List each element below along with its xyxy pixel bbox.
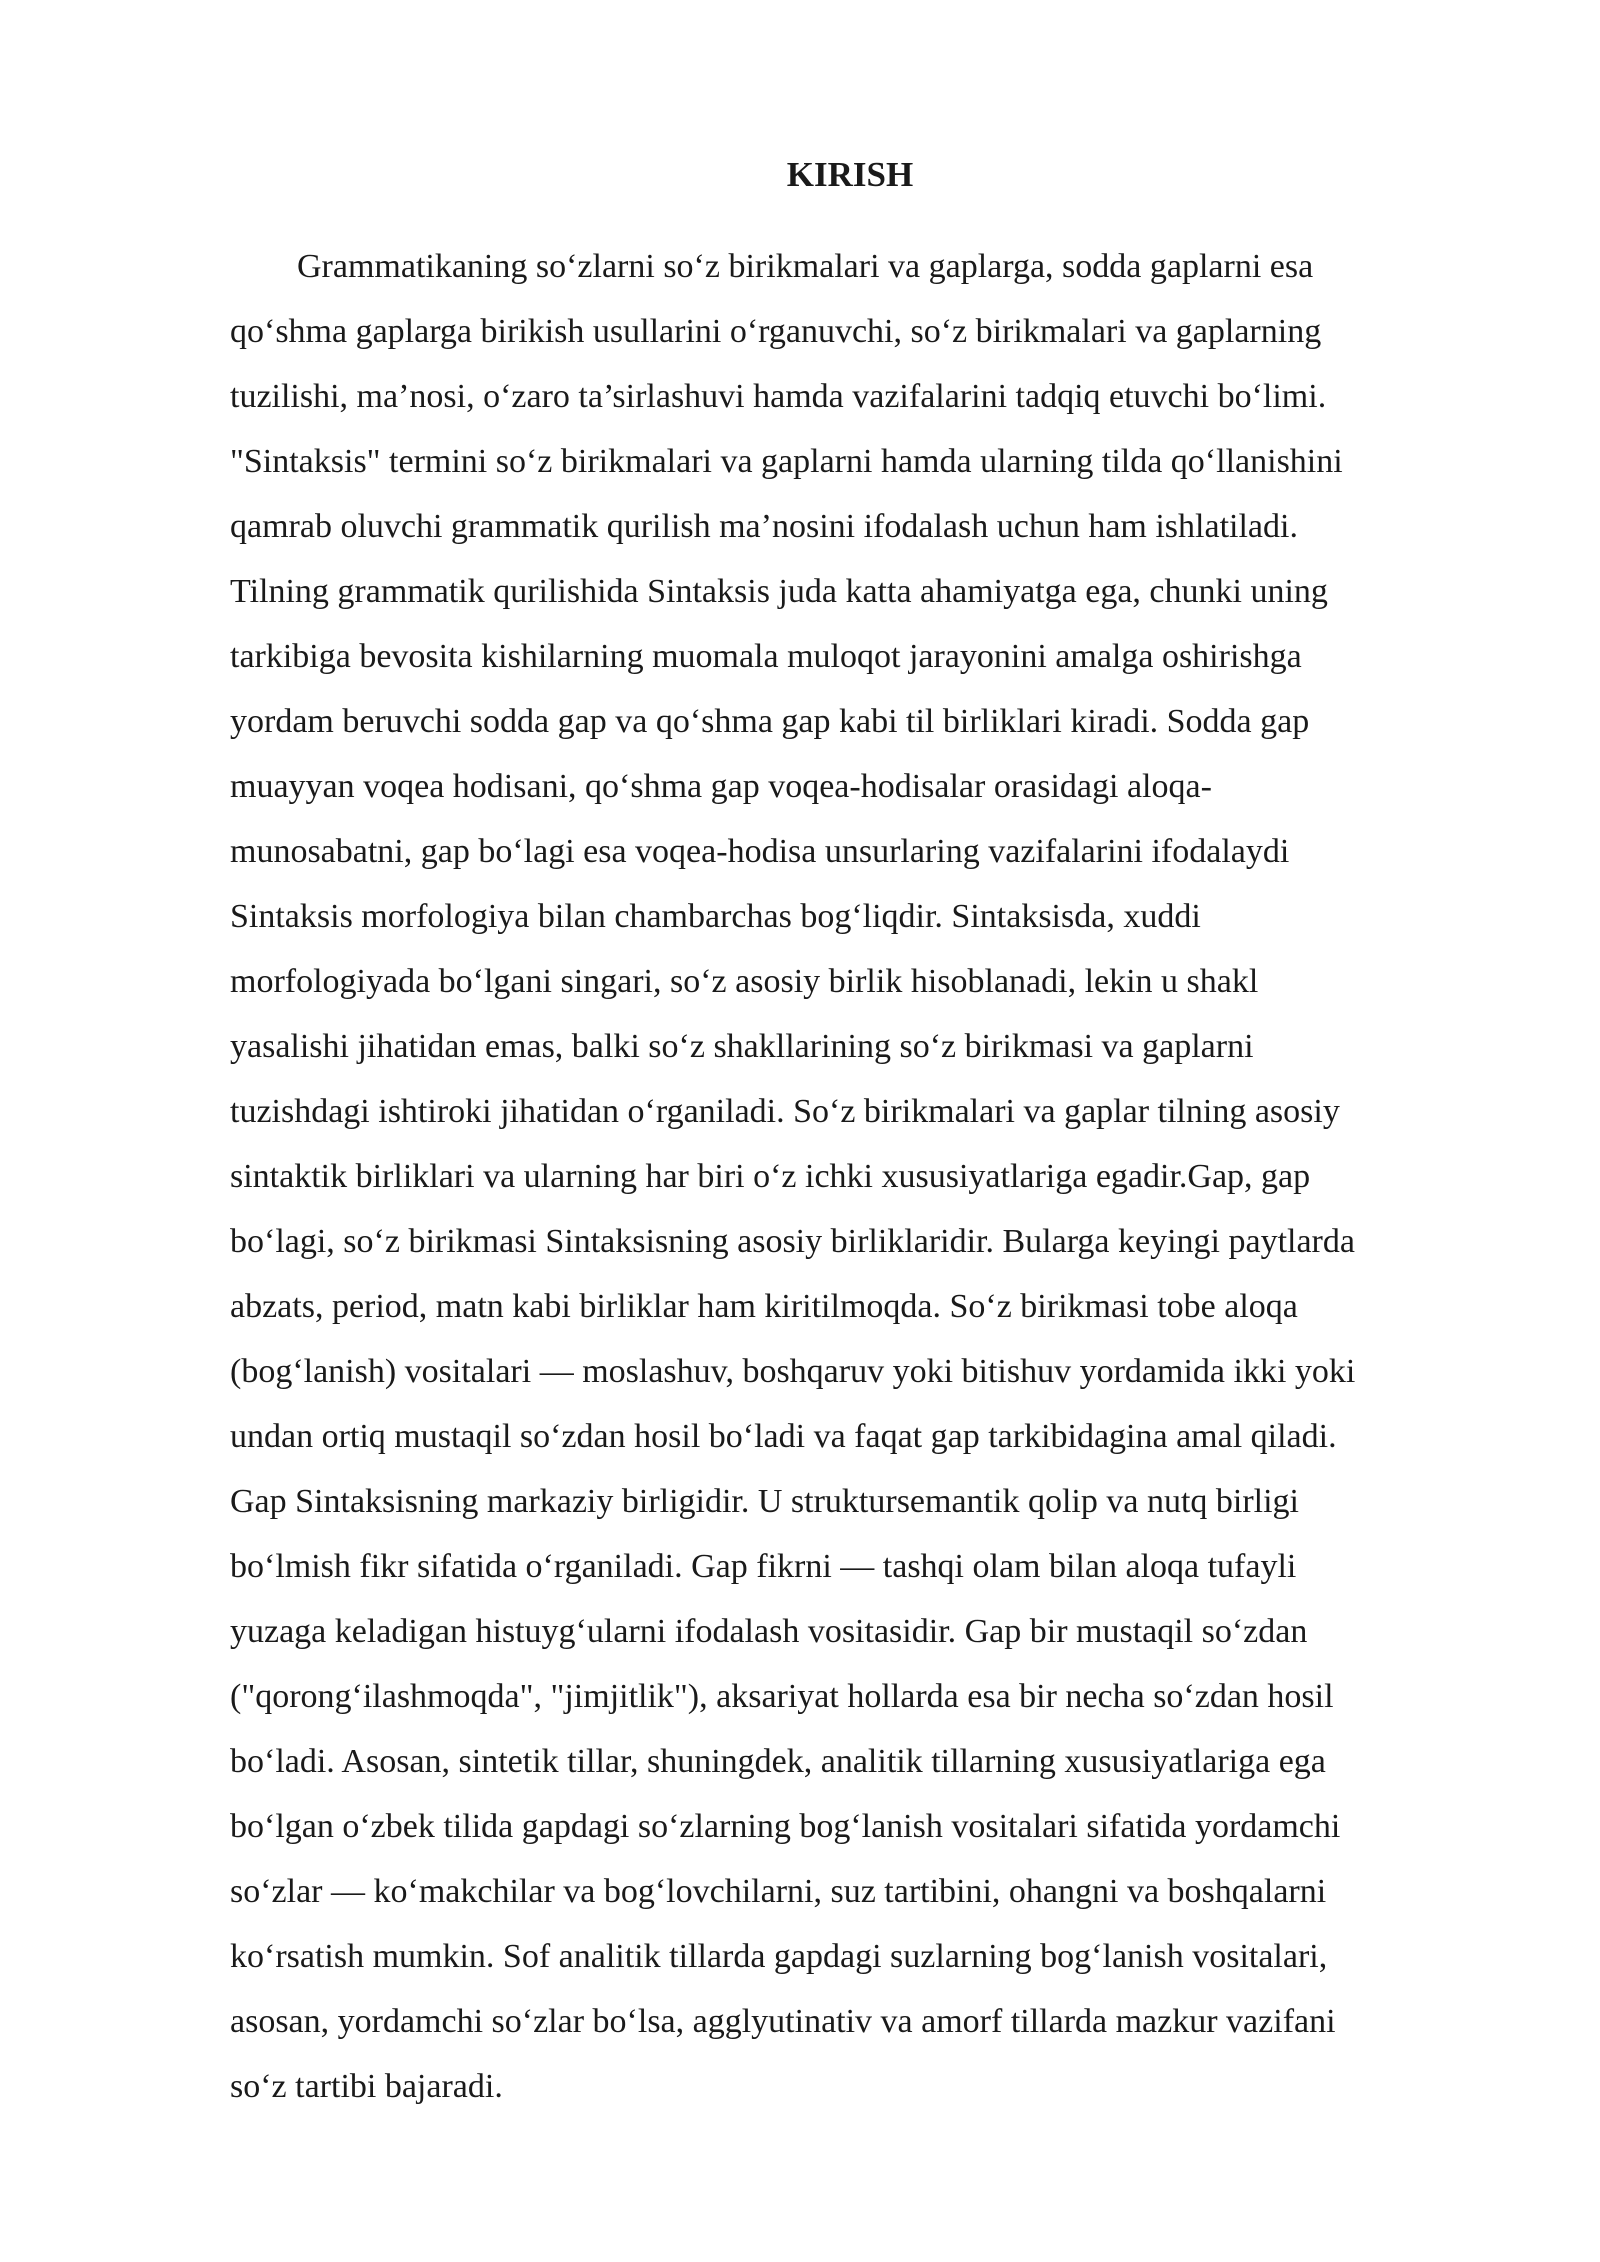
text-line: so‘zlar — ko‘makchilar va bog‘lovchilarni, suz tartibini, ohangni va boshqalarni	[230, 1873, 1327, 1910]
text-line: undan ortiq mustaqil so‘zdan hosil bo‘ladi va faqat gap tarkibidagina amal qiladi.	[230, 1418, 1337, 1455]
text-line: morfologiyada bo‘lgani singari, so‘z asosiy birlik hisoblanadi, lekin u shakl	[230, 963, 1259, 1000]
body-paragraph	[230, 234, 1490, 2119]
text-line: bo‘lmish fikr sifatida o‘rganiladi. Gap fikrni — tashqi olam bilan aloqa tufayli	[230, 1548, 1297, 1585]
text-line: so‘z tartibi bajaradi.	[230, 2068, 503, 2105]
text-line: Tilning grammatik qurilishida Sintaksis juda katta ahamiyatga ega, chunki uning	[230, 573, 1328, 610]
text-line: asosan, yordamchi so‘zlar bo‘lsa, agglyutinativ va amorf tillarda mazkur vazifani	[230, 2003, 1336, 2040]
text-line: ko‘rsatish mumkin. Sof analitik tillarda gapdagi suzlarning bog‘lanish vositalari,	[230, 1938, 1328, 1975]
text-line: abzats, period, matn kabi birliklar ham kiritilmoqda. So‘z birikmasi tobe aloqa	[230, 1288, 1298, 1325]
page-title: KIRISH	[786, 155, 914, 194]
text-line: qo‘shma gaplarga birikish usullarini o‘rganuvchi, so‘z birikmalari va gaplarning	[230, 313, 1322, 350]
text-line: yuzaga keladigan histuyg‘ularni ifodalash vositasidir. Gap bir mustaqil so‘zdan	[230, 1613, 1308, 1650]
text-line: Grammatikaning so‘zlarni so‘z birikmalari va gaplarga, sodda gaplarni esa	[297, 248, 1314, 285]
text-line: yasalishi jihatidan emas, balki so‘z shakllarining so‘z birikmasi va gaplarni	[230, 1028, 1254, 1065]
text-line: munosabatni, gap bo‘lagi esa voqea-hodisa unsurlaring vazifalarini ifodalaydi	[230, 833, 1290, 870]
text-line: Gap Sintaksisning markaziy birligidir. U struktursemantik qolip va nutq birligi	[230, 1483, 1299, 1520]
text-line: (bog‘lanish) vositalari — moslashuv, boshqaruv yoki bitishuv yordamida ikki yoki	[230, 1353, 1356, 1390]
text-line: ("qorong‘ilashmoqda", "jimjitlik"), aksariyat hollarda esa bir necha so‘zdan hosil	[230, 1678, 1334, 1715]
text-line: bo‘lgan o‘zbek tilida gapdagi so‘zlarning bog‘lanish vositalari sifatida yordamchi	[230, 1808, 1341, 1845]
text-line: "Sintaksis" termini so‘z birikmalari va gaplarni hamda ularning tilda qo‘llanishini	[230, 443, 1343, 480]
text-line: tuzishdagi ishtiroki jihatidan o‘rganiladi. So‘z birikmalari va gaplar tilning asosiy	[230, 1093, 1340, 1130]
text-line: Sintaksis morfologiya bilan chambarchas bog‘liqdir. Sintaksisda, xuddi	[230, 898, 1201, 935]
text-line: tarkibiga bevosita kishilarning muomala muloqot jarayonini amalga oshirishga	[230, 638, 1302, 675]
text-line: qamrab oluvchi grammatik qurilish ma’nosini ifodalash uchun ham ishlatiladi.	[230, 508, 1298, 545]
text-line: sintaktik birliklari va ularning har biri o‘z ichki xususiyatlariga egadir.Gap, gap	[230, 1158, 1311, 1195]
text-line: tuzilishi, ma’nosi, o‘zaro ta’sirlashuvi hamda vazifalarini tadqiq etuvchi bo‘limi.	[230, 378, 1327, 415]
text-line: bo‘ladi. Asosan, sintetik tillar, shuningdek, analitik tillarning xususiyatlariga ega	[230, 1743, 1326, 1780]
text-line: yordam beruvchi sodda gap va qo‘shma gap kabi til birliklari kiradi. Sodda gap	[230, 703, 1310, 740]
text-line: muayyan voqea hodisani, qo‘shma gap voqea-hodisalar orasidagi aloqa-	[230, 768, 1212, 805]
text-line: bo‘lagi, so‘z birikmasi Sintaksisning asosiy birliklaridir. Bularga keyingi paytlarda	[230, 1223, 1355, 1260]
